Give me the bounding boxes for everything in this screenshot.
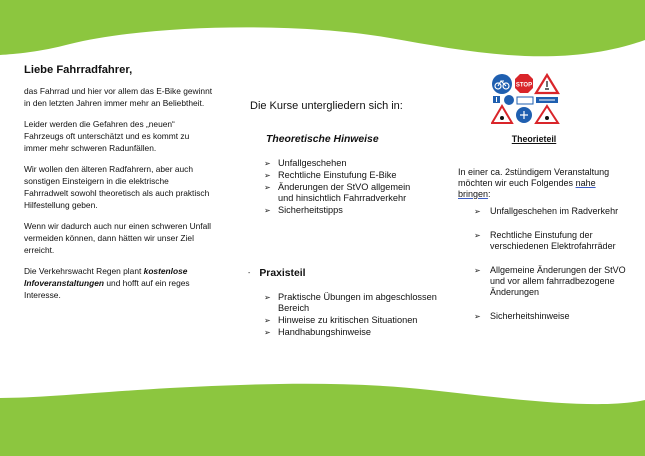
practice-heading: Praxisteil: [259, 268, 306, 279]
list-item: ➢ Rechtliche Einstufung E-Bike: [264, 170, 423, 181]
list-item: ➢ Praktische Übungen im abgeschlossen Bereich: [264, 292, 439, 314]
intro-paragraph-1: das Fahrrad und hier vor allem das E-Bike gewinnt in den letzten Jahren immer mehr an Beliebtheit.: [24, 86, 213, 109]
theory-list: [248, 158, 423, 216]
p5-post: und hofft auf ein reges Interesse.: [24, 278, 190, 301]
greeting-heading: Liebe Fahrradfahrer,: [24, 64, 133, 76]
stop-sign-icon: [515, 74, 533, 93]
road-sign-row-icon: [493, 95, 558, 105]
courses-column: [248, 100, 437, 337]
bicycle-sign-icon: [492, 74, 512, 94]
practice-heading-row: [248, 268, 306, 280]
intro-paragraph-4: Wenn wir dadurch auch nur einen schweren Unfall vermeiden können, dann hätten wir unser Ziel erreicht.: [24, 221, 211, 256]
warning-triangle-icon: [536, 75, 558, 93]
theory-intro-post: :: [488, 189, 491, 199]
top-green-wave: [0, 0, 645, 56]
courses-intro: Die Kurse untergliedern sich in:: [250, 100, 403, 112]
list-item: ➢ Sicherheitstipps: [264, 205, 423, 216]
p5-pre: Die Verkehrswacht Regen plant: [24, 266, 144, 276]
theory-column: [458, 167, 628, 335]
svg-text:STOP: STOP: [515, 82, 533, 89]
intro-paragraph-5: [24, 265, 214, 302]
list-item: ➢ Handhabungshinweise: [264, 327, 439, 338]
practice-dash: -: [248, 270, 251, 277]
theory-intro-underlined: nahe bringen: [458, 178, 596, 199]
traffic-signs-collage: [491, 73, 561, 125]
bottom-green-wave: [0, 384, 645, 456]
list-item: ➢ Sicherheitshinweise: [474, 311, 628, 322]
theory-heading: Theoretische Hinweise: [266, 134, 379, 145]
practice-list: [248, 292, 439, 339]
list-item: ➢ Hinweise zu kritischen Situationen: [264, 315, 439, 326]
theory-part-title: Theorieteil: [511, 134, 557, 144]
list-item: ➢ Rechtliche Einstufung der verschiedenen Elektrofahrräder: [474, 230, 628, 252]
theory-intro: [458, 167, 628, 200]
list-item: ➢ Allgemeine Änderungen der StVO und vor allem fahrradbezogene Änderungen: [474, 265, 628, 298]
theory-topics-list: [458, 206, 628, 322]
list-item: ➢ Unfallgeschehen im Radverkehr: [474, 206, 628, 217]
intro-paragraph-2: Leider werden die Gefahren des „neuen“ Fahrzeugs oft unterschätzt und es kommt zu immer mehr schweren Radunfällen.: [24, 118, 190, 154]
list-item: ➢ Unfallgeschehen: [264, 158, 423, 169]
p5-emphasis: kostenlose Infoveranstaltungen: [24, 266, 188, 289]
list-item: ➢ Änderungen der StVO allgemein und hinsichtlich Fahrradverkehr: [264, 182, 423, 204]
road-sign-bottom-row-icon: [492, 106, 558, 123]
intro-paragraph-3: Wir wollen den älteren Radfahrern, aber auch sonstigen Einsteigern in die elektrische Fahrradwelt sowohl theoretisch als auch praktisch Hilfestellung geben.: [24, 163, 210, 211]
theory-intro-pre: In einer ca. 2stündigem Veranstaltung möchten wir euch Folgendes: [458, 167, 610, 188]
intro-column: [24, 64, 214, 310]
